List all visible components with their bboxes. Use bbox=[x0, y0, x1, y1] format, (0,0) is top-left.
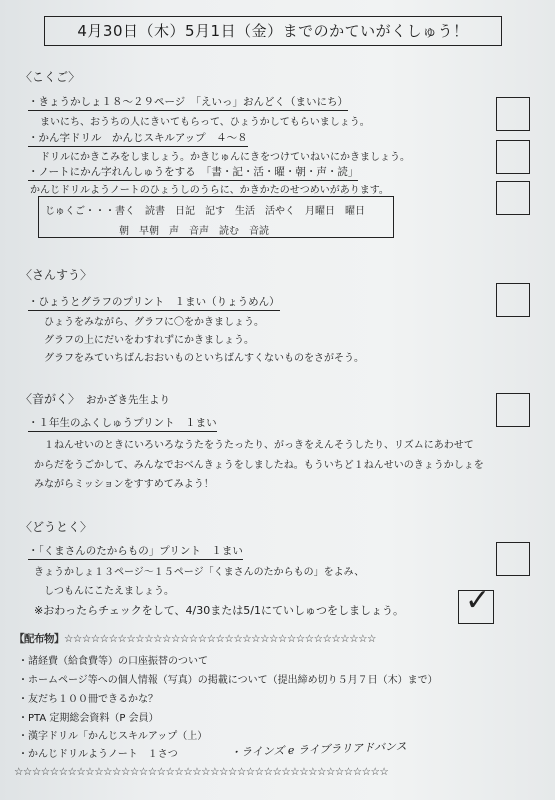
distribution-label: 【配布物】 bbox=[14, 633, 64, 645]
teacher-note: おかざき先生より bbox=[86, 394, 171, 406]
task-line: グラフをみていちばんおおいものといちばんすくないものをさがそう。 bbox=[44, 353, 364, 364]
section-heading-sansu: 〈さんすう〉 bbox=[20, 268, 93, 282]
distribution-item: ・諸経費（給食費等）の口座振替のついて bbox=[18, 656, 208, 667]
task-line: ひょうをみながら、グラフに〇をかきましょう。 bbox=[44, 317, 264, 328]
section-heading-doutoku: 〈どうとく〉 bbox=[20, 520, 93, 534]
star-divider: ☆☆☆☆☆☆☆☆☆☆☆☆☆☆☆☆☆☆☆☆☆☆☆☆☆☆☆☆☆☆☆☆☆☆☆ bbox=[64, 633, 376, 645]
task-ongaku-print: ・１年生のふくしゅうプリント １まい bbox=[28, 415, 217, 432]
checkbox-kokugo-reading[interactable] bbox=[496, 97, 530, 131]
section-heading-ongaku bbox=[20, 390, 170, 407]
distribution-item: ・ホームページ等への個人情報（写真）の掲載について（提出締め切り５月７日（木）まで） bbox=[18, 675, 438, 686]
checkbox-sansu[interactable] bbox=[496, 283, 530, 317]
task-line: からだをうごかして、みんなでおべんきょうをしましたね。もういちど１ねんせいのきょうかしょを bbox=[34, 460, 484, 471]
jukugo-row: じゅくご・・・書く 読書 日記 記す 生活 活やく 月曜日 曜日 bbox=[45, 206, 365, 217]
task-line: グラフの上にだいをわすれずにかきましょう。 bbox=[44, 335, 254, 346]
task-doutoku-print: ・「くまさんのたからもの」プリント １まい bbox=[28, 543, 243, 560]
jukugo-row: 朝 早朝 声 音声 読む 音読 bbox=[119, 226, 269, 237]
task-kokugo-reading: ・きょうかしょ１８～２９ページ 「えいっ」おんどく（まいにち） bbox=[28, 94, 348, 111]
checkmark-icon: ✓ bbox=[465, 583, 491, 618]
task-kokugo-drill: ・かん字ドリル かんじスキルアップ ４～８ bbox=[28, 130, 248, 147]
distribution-header bbox=[14, 631, 376, 646]
checkbox-kokugo-kanji[interactable] bbox=[496, 181, 530, 215]
star-divider-bottom: ☆☆☆☆☆☆☆☆☆☆☆☆☆☆☆☆☆☆☆☆☆☆☆☆☆☆☆☆☆☆☆☆☆☆☆☆☆☆☆☆☆☆ bbox=[14, 766, 389, 778]
distribution-item: ・漢字ドリル「かんじスキルアップ（上） bbox=[18, 731, 208, 742]
task-sansu-print: ・ひょうとグラフのプリント １まい（りょうめん） bbox=[28, 294, 280, 311]
final-check-box[interactable] bbox=[458, 583, 494, 624]
section-heading-kokugo: 〈こくご〉 bbox=[20, 70, 81, 84]
distribution-item: ・かんじドリルようノート １さつ bbox=[18, 749, 178, 760]
handwritten-note: ・ラインズ e ライブラリアドバンス bbox=[229, 739, 407, 760]
distribution-item: ・PTA 定期総会資料（P 会員） bbox=[18, 713, 159, 724]
page-title: 4月30日（木）5月1日（金）までのかていがくしゅう！ bbox=[44, 16, 502, 46]
task-line: １ねんせいのときにいろいろなうたをうたったり、がっきをえんそうしたり、リズムにあわせて bbox=[44, 440, 474, 451]
jukugo-box bbox=[38, 196, 394, 238]
task-line: きょうかしょ１３ページ～１５ページ「くまさんのたからもの」をよみ、 bbox=[34, 567, 365, 578]
checkbox-doutoku[interactable] bbox=[496, 542, 530, 576]
task-kokugo-kanji: ・ノートにかん字れんしゅうをする 「書・記・活・曜・朝・声・読」 bbox=[28, 164, 358, 181]
distribution-item: ・友だち１００冊できるかな？ bbox=[18, 694, 158, 705]
checkbox-kokugo-drill[interactable] bbox=[496, 140, 530, 174]
checkbox-ongaku[interactable] bbox=[496, 393, 530, 427]
task-line: みながらミッションをすすめてみよう！ bbox=[34, 479, 214, 490]
task-line: まいにち、おうちの人にきいてもらって、ひょうかしてもらいましょう。 bbox=[40, 117, 370, 128]
task-line: かんじドリルようノートのひょうしのうらに、かきかたのせつめいがあります。 bbox=[30, 185, 389, 196]
task-line: ドリルにかきこみをしましょう。かきじゅんにきをつけていねいにかきましょう。 bbox=[40, 152, 410, 163]
section-heading-label: 〈音がく〉 bbox=[20, 392, 81, 406]
task-line: しつもんにこたえましょう。 bbox=[44, 586, 174, 597]
submission-note: ※おわったらチェックをして、4/30または5/1にていしゅつをしましょう。 bbox=[34, 604, 404, 617]
